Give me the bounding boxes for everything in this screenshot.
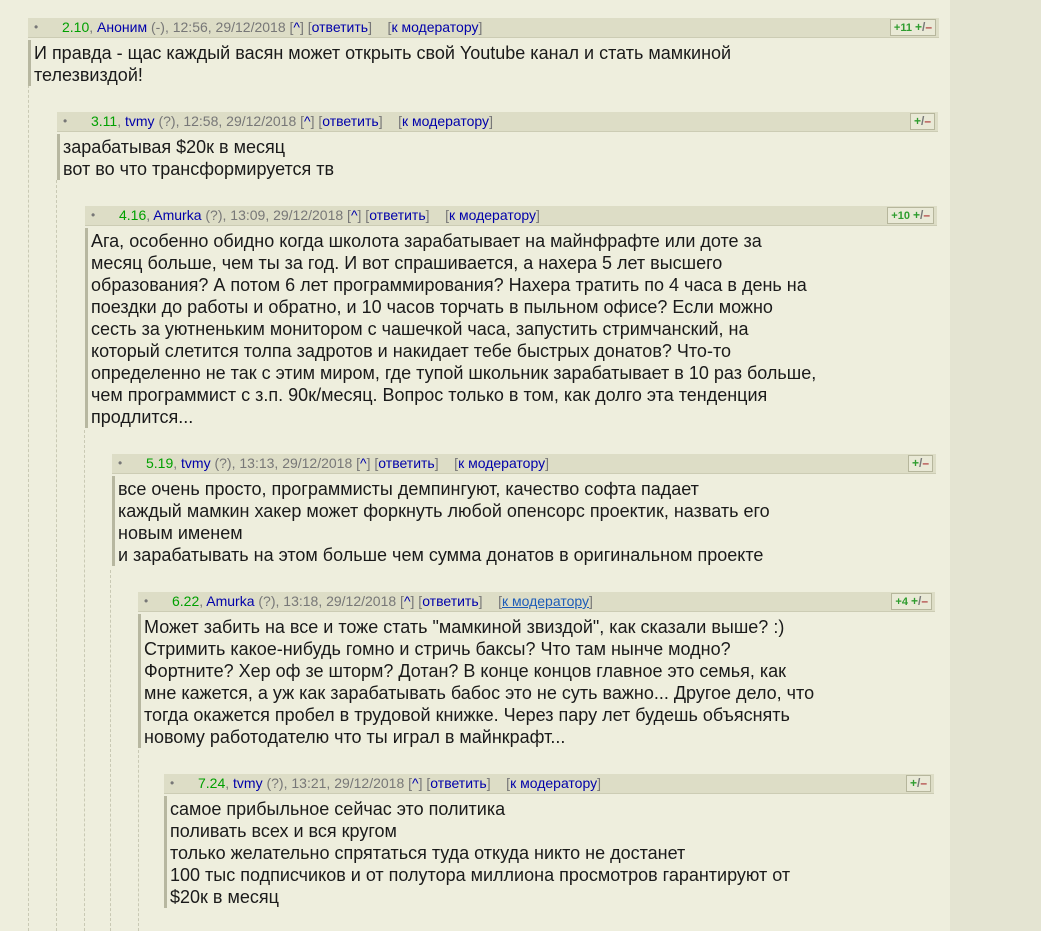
rating-box: +/–	[906, 775, 931, 792]
comment-header: • 7.24, tvmy (?), 13:21, 29/12/2018 [^] [ответить] [к модератору] +/–	[164, 774, 934, 794]
moderator-link[interactable]: к модератору	[501, 593, 589, 609]
rating-box: +11 +/–	[890, 19, 936, 36]
comment-header: • 6.22, Amurka (?), 13:18, 29/12/2018 [^] [ответить] [к модератору] +4 +/–	[138, 592, 935, 612]
comment-line: Может забить на все и тоже стать "мамкиной звиздой", как сказали выше? :)	[144, 617, 785, 637]
comment-line: самое прибыльное сейчас это политика	[170, 799, 506, 819]
comment-line: $20к в месяц	[170, 887, 279, 907]
vote-minus-button[interactable]: –	[921, 594, 928, 608]
comment-line: поездки до работы и обратно, и 10 часов торчать в пыльном офисе? Если можно	[91, 297, 773, 317]
comment-body	[138, 614, 935, 748]
up-link[interactable]: ^	[350, 207, 358, 223]
comment	[28, 18, 939, 86]
comment-meta: (?), 13:09, 29/12/2018	[205, 207, 344, 223]
comment-line: определенно не так с этим миром, где тупой школьник зарабатывает в 10 раз больше,	[91, 363, 817, 383]
comment-body	[85, 228, 937, 428]
comment-line: все очень просто, программисты демпингуют, качество софта падает	[118, 479, 699, 499]
vote-minus-button[interactable]: –	[923, 208, 930, 222]
bullet-icon: •	[63, 114, 68, 128]
moderator-link[interactable]: к модератору	[458, 455, 546, 471]
reply-link[interactable]: ответить	[311, 19, 369, 35]
vote-plus-button[interactable]: +	[913, 114, 921, 128]
comment-line: чем программист с з.п. 90к/месяц. Вопрос только в том, как долго эта тенденция	[91, 385, 768, 405]
thread-guide-line	[28, 60, 29, 931]
comment-line: мне кажется, а уж как зарабатывать бабос это не суть важно... Другое дело, что	[144, 683, 815, 703]
comment-author[interactable]: Amurka	[206, 593, 255, 609]
comment-line: Ага, особенно обидно когда школота зарабатывает на майнфрафте или доте за	[91, 231, 762, 251]
comment-line: продлится...	[91, 407, 194, 427]
rating-score: +4	[895, 596, 908, 608]
comment-line: только желательно спрятаться туда откуда никто не достанет	[170, 843, 686, 863]
rating-score: +10	[891, 210, 910, 222]
comment-meta: (?), 13:21, 29/12/2018	[266, 775, 405, 791]
comment-author[interactable]: Аноним	[97, 19, 148, 35]
comment-author[interactable]: tvmy	[181, 455, 211, 471]
vote-plus-button[interactable]: +	[909, 776, 917, 790]
comment-line: и зарабатывать на этом больше чем сумма донатов в оригинальном проекте	[118, 545, 764, 565]
moderator-link[interactable]: к модератору	[402, 113, 490, 129]
rating-score: +11	[893, 22, 912, 34]
bullet-icon: •	[170, 776, 175, 790]
comment-header: • 3.11, tvmy (?), 12:58, 29/12/2018 [^] [ответить] [к модератору] +/–	[57, 112, 938, 132]
thread-guide-line	[110, 570, 111, 931]
reply-link[interactable]: ответить	[369, 207, 426, 223]
comment	[112, 454, 936, 566]
comment	[164, 774, 934, 908]
up-link[interactable]: ^	[304, 113, 311, 129]
rating-box: +4 +/–	[891, 593, 932, 610]
comment-meta: (?), 13:13, 29/12/2018	[214, 455, 353, 471]
comment-author[interactable]: tvmy	[233, 775, 263, 791]
comment	[138, 592, 935, 748]
comment-number[interactable]: 3.11	[91, 113, 118, 129]
comment-header: • 2.10, Аноним (-), 12:56, 29/12/2018 [^] [ответить] [к модератору] +11 +/–	[28, 18, 939, 38]
up-link[interactable]: ^	[293, 19, 300, 35]
comment-line: И правда - щас каждый васян может открыть свой Youtube канал и стать мамкиной	[34, 43, 732, 63]
right-margin-band	[950, 0, 1041, 931]
comment-body	[112, 476, 936, 566]
thread-guide-line	[84, 430, 85, 931]
bullet-icon: •	[144, 594, 149, 608]
comment	[57, 112, 938, 180]
reply-link[interactable]: ответить	[422, 593, 479, 609]
comment-line: новым именем	[118, 523, 243, 543]
vote-plus-button[interactable]: +	[914, 20, 922, 34]
comment-line: зарабатывая $20к в месяц	[63, 137, 286, 157]
vote-plus-button[interactable]: +	[912, 208, 920, 222]
rating-box: +/–	[908, 455, 933, 472]
comment-line: 100 тыс подписчиков и от полутора миллиона просмотров гарантируют от	[170, 865, 791, 885]
reply-link[interactable]: ответить	[322, 113, 379, 129]
thread-guide-line	[138, 750, 139, 931]
comment-body	[164, 796, 934, 908]
vote-minus-button[interactable]: –	[920, 776, 927, 790]
comment-line: образования? А потом 6 лет программирования? Нахера тратить по 4 часа в день на	[91, 275, 807, 295]
comment-number[interactable]: 2.10	[62, 19, 90, 35]
comment-header: • 4.16, Amurka (?), 13:09, 29/12/2018 [^] [ответить] [к модератору] +10 +/–	[85, 206, 937, 226]
comment-number[interactable]: 5.19	[146, 455, 174, 471]
comment-number[interactable]: 6.22	[172, 593, 200, 609]
comment	[85, 206, 937, 428]
comment-line: вот во что трансформируется тв	[63, 159, 335, 179]
comment-author[interactable]: tvmy	[125, 113, 155, 129]
comment-line: поливать всех и вся кругом	[170, 821, 397, 841]
comment-author[interactable]: Amurka	[153, 207, 202, 223]
comment-line: сесть за уютненьким монитором с чашечкой часа, запустить стримчанский, на	[91, 319, 749, 339]
moderator-link[interactable]: к модератору	[391, 19, 479, 35]
comment-body	[28, 40, 939, 86]
vote-minus-button[interactable]: –	[922, 456, 929, 470]
comment-number[interactable]: 4.16	[119, 207, 147, 223]
moderator-link[interactable]: к модератору	[510, 775, 598, 791]
bullet-icon: •	[91, 208, 96, 222]
rating-box: +10 +/–	[887, 207, 934, 224]
vote-plus-button[interactable]: +	[910, 594, 918, 608]
vote-minus-button[interactable]: –	[925, 20, 932, 34]
comment-body	[57, 134, 938, 180]
comment-line: Фортните? Хер оф зе шторм? Дотан? В конце концов главное это семья, как	[144, 661, 787, 681]
comment-meta: (?), 12:58, 29/12/2018	[158, 113, 297, 129]
reply-link[interactable]: ответить	[378, 455, 435, 471]
comment-header: • 5.19, tvmy (?), 13:13, 29/12/2018 [^] [ответить] [к модератору] +/–	[112, 454, 936, 474]
up-link[interactable]: ^	[412, 775, 419, 791]
comment-line: который слетится толпа задротов и накидает тебе быстрых донатов? Что-то	[91, 341, 731, 361]
comment-line: телезвиздой!	[34, 65, 143, 85]
comment-line: Стримить какое-нибудь гомно и стричь баксы? Что там нынче модно?	[144, 639, 731, 659]
comment-number[interactable]: 7.24	[198, 775, 226, 791]
up-link[interactable]: ^	[360, 455, 367, 471]
moderator-link[interactable]: к модератору	[448, 207, 536, 223]
vote-minus-button[interactable]: –	[924, 114, 931, 128]
comment-meta: (?), 13:18, 29/12/2018	[258, 593, 397, 609]
vote-plus-button[interactable]: +	[911, 456, 919, 470]
reply-link[interactable]: ответить	[430, 775, 487, 791]
comment-line: тогда окажется пробел в трудовой книжке. Через пару лет будешь объяснять	[144, 705, 790, 725]
bullet-icon: •	[34, 20, 39, 34]
rating-box: +/–	[910, 113, 935, 130]
comment-meta: (-), 12:56, 29/12/2018	[150, 19, 286, 35]
comment-line: новому работодателю что ты играл в майнкрафт...	[144, 727, 566, 747]
comment-line: каждый мамкин хакер может форкнуть любой опенсорс проектик, назвать его	[118, 501, 770, 521]
bullet-icon: •	[118, 456, 123, 470]
thread-guide-line	[56, 180, 57, 931]
up-link[interactable]: ^	[403, 593, 411, 609]
comment-line: месяц больше, чем ты за год. И вот спрашивается, а нахера 5 лет высшего	[91, 253, 723, 273]
